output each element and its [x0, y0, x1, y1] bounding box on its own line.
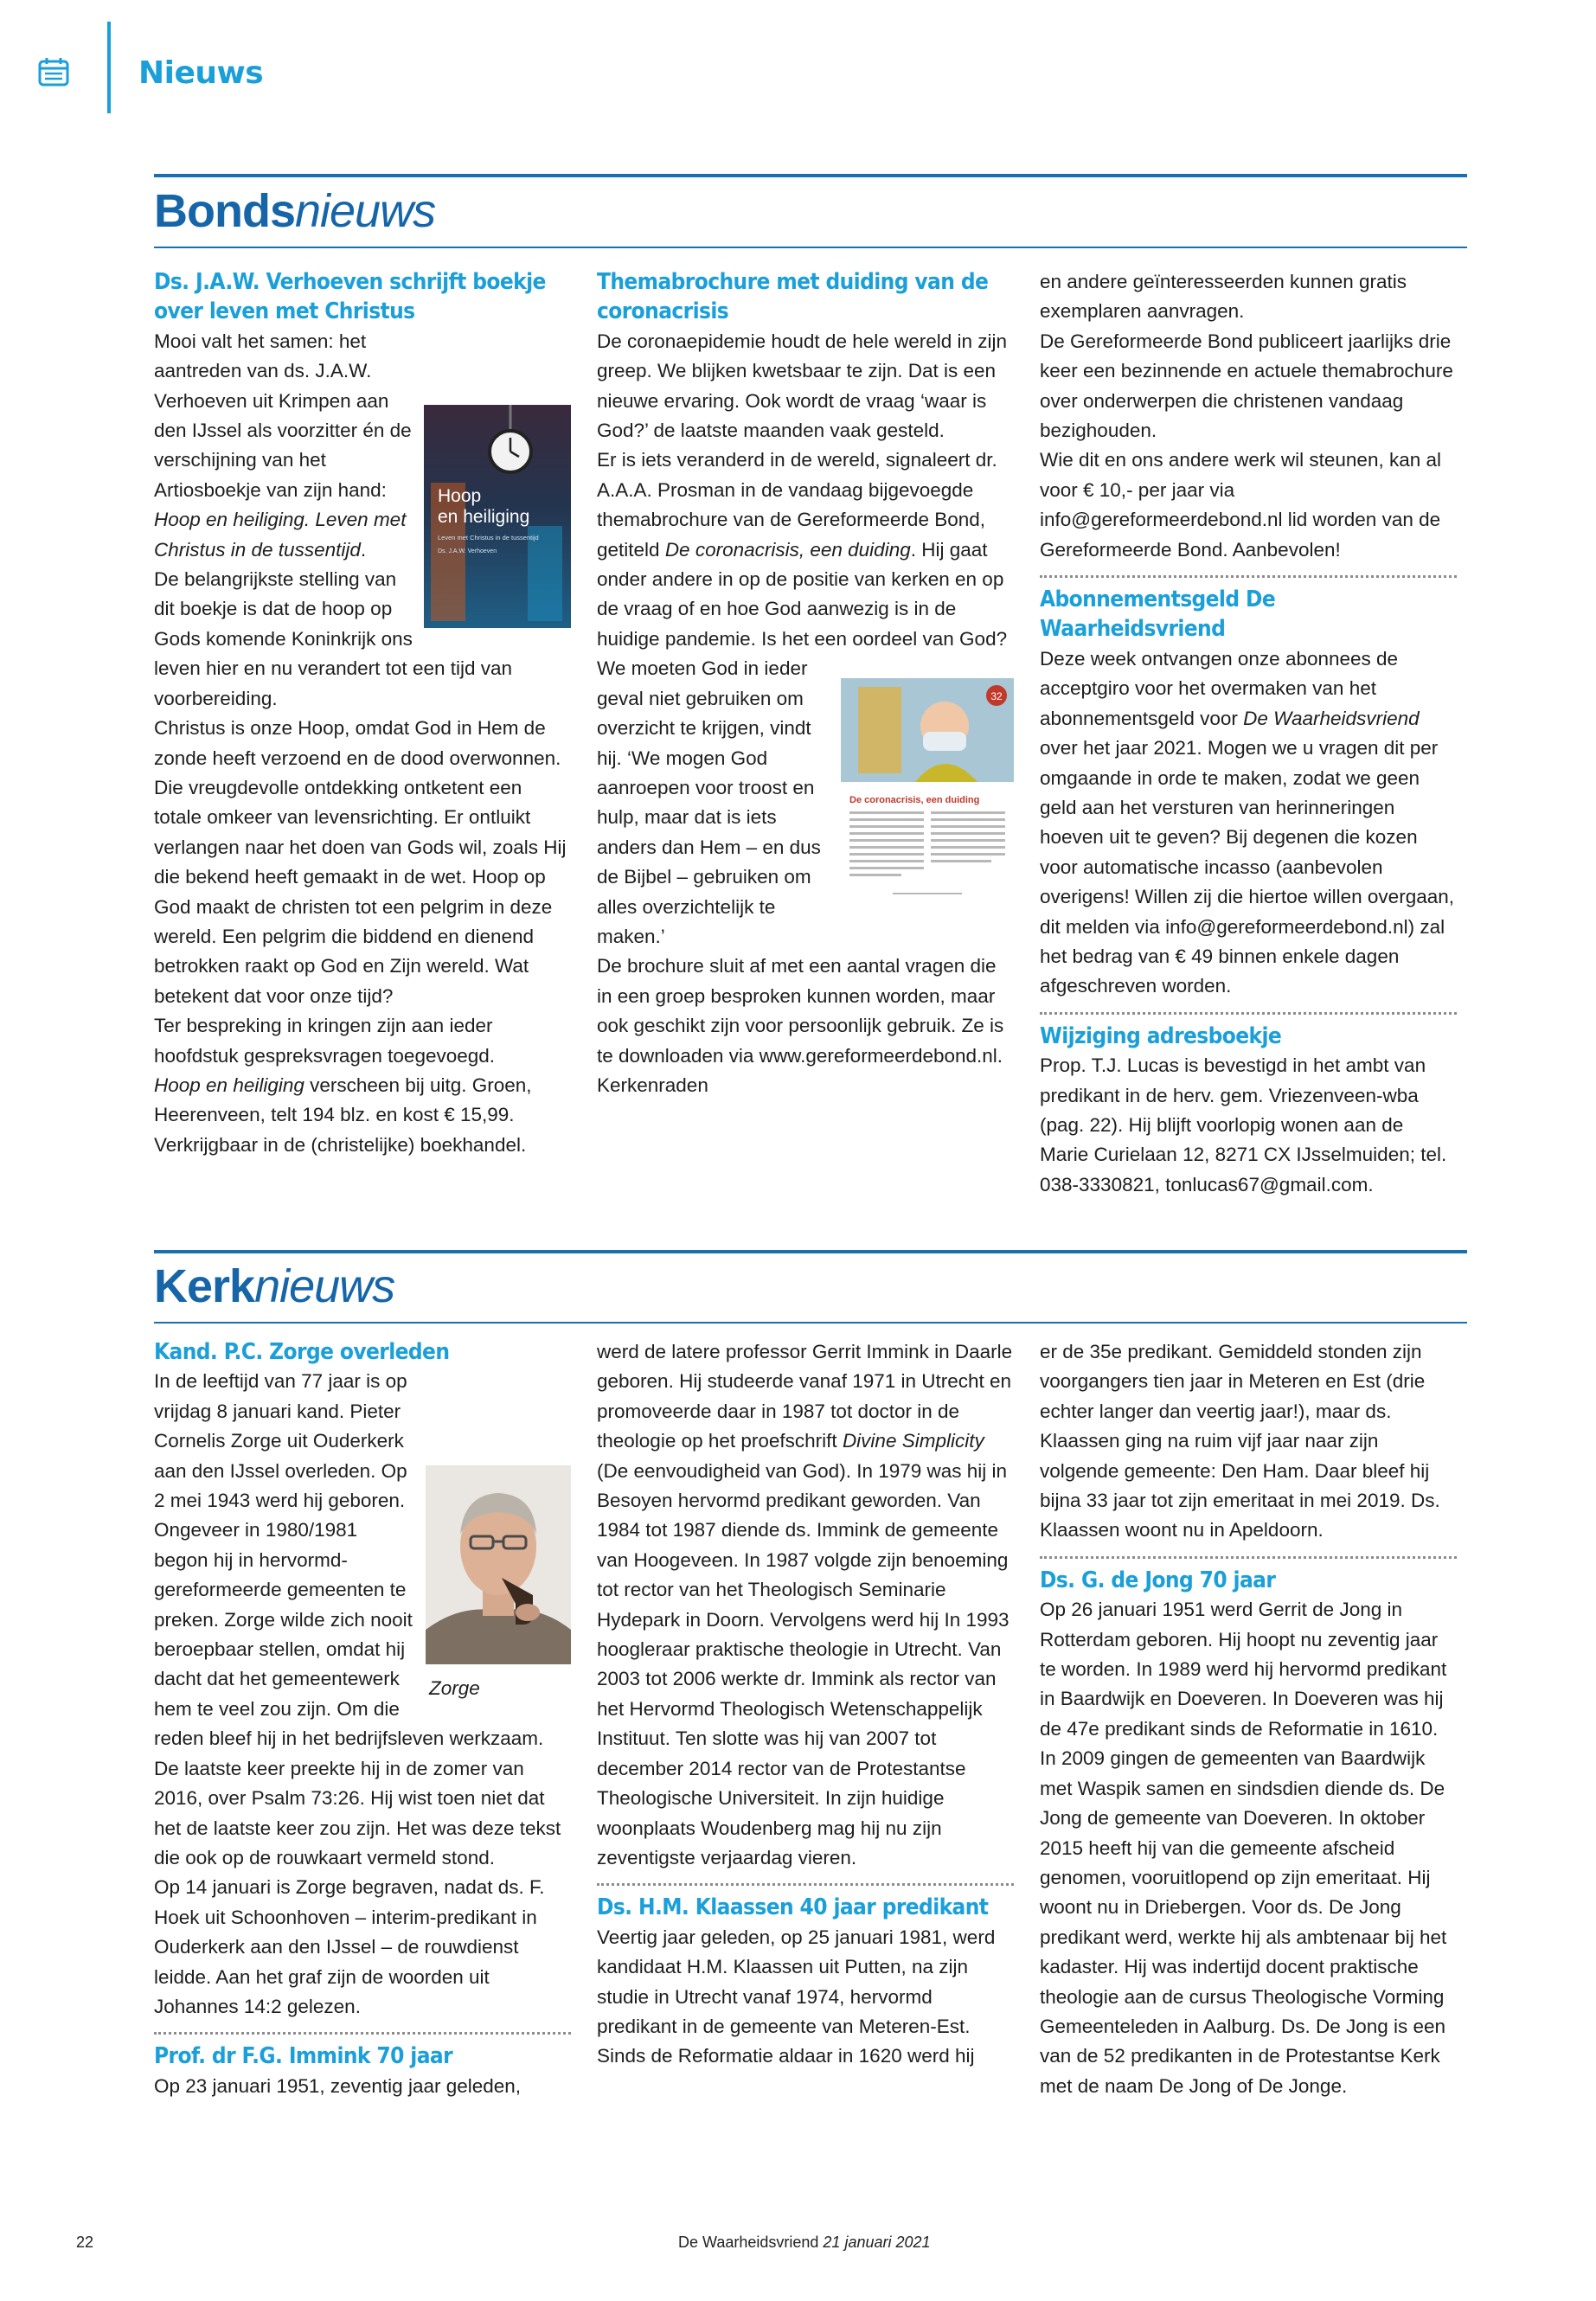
brochure-title: De coronacrisis, een duiding: [664, 538, 911, 561]
magazine-title: De Waarheidsvriend: [1243, 707, 1420, 729]
article-headline: Ds. J.A.W. Verhoeven schrijft boekje over leven met Christus: [154, 269, 546, 325]
bondsnieuws-title-bold: Bonds: [154, 185, 295, 237]
article-paragraph: Op 26 januari 1951 werd Gerrit de Jong in Rotterdam geboren. Hij hoopt nu zeventig jaar te worden. In 1989 werd hij hervormd predikant in Baardwijk en Doeveren. In Doeveren was hij de 47e predikant sinds de Reformatie in 1610. In 2009 gingen de gemeenten van Baardwijk met Waspik samen en sindsdien diende ds. De Jong de gemeente van Doeveren. In oktober 2015 heeft hij van die gemeente afscheid genomen, vooruitlopend op zijn emeritaat. Hij woont nu in Driebergen. Voor ds. De Jong predikant werd, werkte hij als ambtenaar bij het kadaster. Hij was indertijd docent praktische theologie aan de cursus Theologische Vorming Gemeenteleden in Aalburg. Ds. De Jong is een van de 52 predikanten in de Protestantse Kerk met de naam De Jong of De Jonge.: [1040, 1599, 1447, 2097]
paragraph-text: Mooi valt het samen: het aantreden van ds. J.A.W. Verhoeven uit Krimpen aan den IJssel als voorzitter én de verschijning van het Artiosboekje van zijn hand:: [154, 330, 412, 501]
paragraph-text: (De eenvoudigheid van God). In 1979 was hij in Besoyen hervormd predikant geworden. Van 1984 tot 1987 diende ds. Immink de gemeente van Hoogeveen. In 1987 volgde zijn benoeming tot rector van het Theologisch Seminarie Hydepark in Doorn. Vervolgens werd hij In 1993 hoogleraar praktische theologie in Utrecht. Van 2003 tot 2006 werkte dr. Immink als rector van het Hervormd Theologisch Wetenschappelijk Instituut. Ten slotte was hij van 2007 tot december 2014 rector van de Protestantse Theologische Universiteit. In zijn huidige woonplaats Woudenberg mag hij nu zijn zeventigste verjaardag vieren.: [597, 1459, 1010, 1868]
kerknieuws-title: [154, 1259, 394, 1313]
magazine-name: De Waarheidsvriend: [678, 2234, 819, 2251]
book-title: Hoop en heiliging: [154, 1074, 304, 1096]
article-paragraph: Prop. T.J. Lucas is bevestigd in het ambt van predikant in de herv. gem. Vriezenveen-wba (pag. 22). Hij blijft voorlopig wonen aan de Marie Curielaan 12, 8271 CX IJsselmuiden; tel. 038-3330821, tonlucas67@gmail.com.: [1040, 1054, 1447, 1195]
book-cover-author: Ds. J.A.W. Verhoeven: [438, 548, 497, 554]
paragraph-text: .: [360, 538, 367, 561]
article-paragraph: er de 35e predikant. Gemiddeld stonden zijn voorgangers tien jaar in Meteren en Est (drie echter langer dan veertig jaar!), maar ds. Klaassen ging na ruim vijf jaar naar zijn volgende gemeente: Den Ham. Daar bleef hij bijna 33 jaar tot zijn emeritaat in mei 2019. Ds. Klaassen woont nu in Apeldoorn.: [1040, 1341, 1440, 1541]
dissertation-title: Divine Simplicity: [842, 1430, 984, 1452]
article-paragraph: In de leeftijd van 77 jaar is op vrijdag 8 januari kand. Pieter Cornelis Zorge uit Ouderkerk aan den IJssel overleden. Op 2 mei 1943 werd hij geboren. Ongeveer in 1980/1981 begon hij in hervormd-gereformeerde gemeenten te preken. Zorge wilde zich nooit beroepbaar stellen, omdat hij dacht dat het gemeentewerk hem te veel zou zijn. Om die reden bleef hij in het bedrijfsleven werkzaam. De laatste keer preekte hij in de zomer van 2016, over Psalm 73:26. Hij wist toen niet dat het de laatste keer zou zijn. Het was deze tekst die ook op de rouwkaart vermeld stond.: [154, 1370, 561, 1868]
article-headline: Kand. P.C. Zorge overleden: [154, 1339, 450, 1365]
book-cover-title-1: Hoop: [438, 485, 482, 506]
article-paragraph: Christus is onze Hoop, omdat God in Hem de zonde heeft verzoend en de dood overwonnen. Die vreugdevolle ontdekking ontketent een totale omkeer van levensrichting. Er ontluikt verlangen naar het doen van Gods wil, zoals Hij die bekend heeft gemaakt in de wet. Hoop op God maakt de christen tot een pelgrim in deze wereld. Een pelgrim die biddend en dienend betrokken raakt op God en Zijn wereld. Wat betekent dat voor onze tijd?: [154, 717, 567, 1007]
zorge-photo: [426, 1465, 571, 1702]
dotted-divider: [597, 1883, 1014, 1886]
article-paragraph: Wie dit en ons andere werk wil steunen, kan al voor € 10,- per jaar via info@gereformeerdebond.nl lid worden van de Gereformeerde Bond. Aanbevolen!: [1040, 449, 1441, 561]
article-paragraph: en andere geïnteresseerden kunnen gratis exemplaren aanvragen.: [1040, 271, 1407, 323]
header-divider: [107, 22, 111, 113]
paragraph-text: . Hij gaat onder andere in op de positie van kerken en op de vraag of en hoe God aanwezig is in de huidige pandemie. Is het een oordeel van God?: [597, 538, 1008, 650]
dotted-divider: [154, 2032, 571, 2035]
paragraph-text: werd de latere professor Gerrit Immink in Daarle geboren. Hij studeerde vanaf 1971 in Utrecht en promoveerde daar in 1987 tot doctor in de theologie op het proefschrift: [597, 1341, 1013, 1452]
article-headline: Themabrochure met duiding van de coronacrisis: [597, 269, 989, 325]
section-label: Nieuws: [138, 55, 264, 91]
article-headline: Ds. H.M. Klaassen 40 jaar predikant: [597, 1894, 989, 1921]
bondsnieuws-title-italic: nieuws: [295, 185, 436, 237]
paragraph-text: over het jaar 2021. Mogen we u vragen dit per omgaande in orde te maken, zodat we geen geld aan het versturen van herinneringen hoeven uit te geven? Bij degenen die kozen voor automatische incasso (aanbevolen overigens! Willen zij die hiertoe willen overgaan, dit melden via info@gereformeerdebond.nl) zal het bedrag van € 49 binnen enkele dagen afgeschreven worden.: [1040, 737, 1454, 997]
footer-magazine: [678, 2234, 931, 2252]
kerknieuws-bottom-rule: [154, 1322, 1467, 1324]
kerknieuws-column-3: [1040, 1337, 1457, 2101]
article-paragraph: [597, 1337, 1014, 1873]
article-paragraph: De brochure sluit af met een aantal vragen die in een groep besproken kunnen worden, maar ook geschikt zijn voor persoonlijk gebruik. Ze is te downloaden via www.gereformeerdebond.nl. Kerkenraden: [597, 955, 1004, 1096]
kerknieuws-title-italic: nieuws: [254, 1260, 395, 1312]
kerknieuws-title-bold: Kerk: [154, 1260, 255, 1312]
book-cover-subtitle: Leven met Christus in de tussentijd: [438, 533, 539, 542]
article-paragraph: Ter bespreking in kringen zijn aan ieder hoofdstuk gespreksvragen toegevoegd.: [154, 1015, 496, 1067]
article-paragraph: De Gereformeerde Bond publiceert jaarlijks drie keer een bezinnende en actuele themabrochure over onderwerpen die christenen vandaag bezighouden.: [1040, 330, 1453, 442]
article-paragraph: We moeten God in ieder geval niet gebruiken om overzicht te krijgen, vindt hij. ‘We mogen God aanroepen voor troost en hulp, maar dat is iets anders dan Hem – en dus de Bijbel – gebruiken om alles overzichtelijk te maken.’: [597, 657, 821, 947]
paragraph-text: Er is iets veranderd in de wereld, signaleert dr. A.A.A. Prosman in de vandaag bijgevoegde themabrochure van de Gereformeerde Bond, getiteld: [597, 449, 997, 561]
article-headline: Ds. G. de Jong 70 jaar: [1040, 1567, 1276, 1593]
article-paragraph: Op 14 januari is Zorge begraven, nadat ds. F. Hoek uit Schoonhoven – interim-predikant in Ouderkerk aan den IJssel – de rouwdienst leidde. Aan het graf zijn de woorden uit Johannes 14:2 gelezen.: [154, 1876, 545, 2017]
kerknieuws-column-1: [154, 1337, 571, 2101]
book-title: Hoop en heiliging. Leven met Christus in de tussentijd: [154, 509, 407, 561]
calendar-icon: [38, 57, 69, 87]
kerknieuws-section: [154, 0, 1467, 2214]
article-headline: Abonnementsgeld De Waarheidsvriend: [1040, 586, 1276, 643]
article-paragraph: Op 23 januari 1951, zeventig jaar geleden,: [154, 2074, 522, 2097]
page-number: 22: [76, 2234, 94, 2251]
article-paragraph: De coronaepidemie houdt de hele wereld in zijn greep. We blijken kwetsbaar te zijn. Dat is een nieuwe ervaring. Ook wordt de vraag ‘waar is God?’ de laatste maanden vaak gesteld.: [597, 330, 1008, 442]
article-headline: Wijziging adresboekje: [1040, 1022, 1282, 1049]
brochure-heading: De coronacrisis, een duiding: [849, 795, 980, 806]
paragraph-text: Deze week ontvangen onze abonnees de acceptgiro voor het overmaken van het abonnementsgeld voor: [1040, 647, 1399, 729]
paragraph-text: verscheen bij uitg. Groen, Heerenveen, telt 194 blz. en kost € 15,99. Verkrijgbaar in de (christelijke) boekhandel.: [154, 1074, 532, 1156]
issue-date: 21 januari 2021: [823, 2234, 931, 2251]
kerknieuws-top-rule: [154, 1250, 1467, 1253]
book-cover-title-2: en heiliging: [438, 506, 530, 527]
brochure-page-badge: 32: [990, 690, 1003, 703]
photo-caption: Zorge: [429, 1676, 480, 1699]
article-headline: Prof. dr F.G. Immink 70 jaar: [154, 2043, 453, 2070]
kerknieuws-column-2: [597, 1337, 1014, 2072]
article-paragraph: De belangrijkste stelling van dit boekje is dat de hoop op Gods komende Koninkrijk ons leven hier en nu verandert tot een tijd van voorbereiding.: [154, 568, 513, 709]
article-paragraph: Veertig jaar geleden, op 25 januari 1981, werd kandidaat H.M. Klaassen uit Putten, na zijn studie in Utrecht vanaf 1974, hervormd predikant in de gemeente van Meteren-Est. Sinds de Reformatie aldaar in 1620 werd hij: [597, 1926, 996, 2067]
dotted-divider: [1040, 1556, 1457, 1559]
